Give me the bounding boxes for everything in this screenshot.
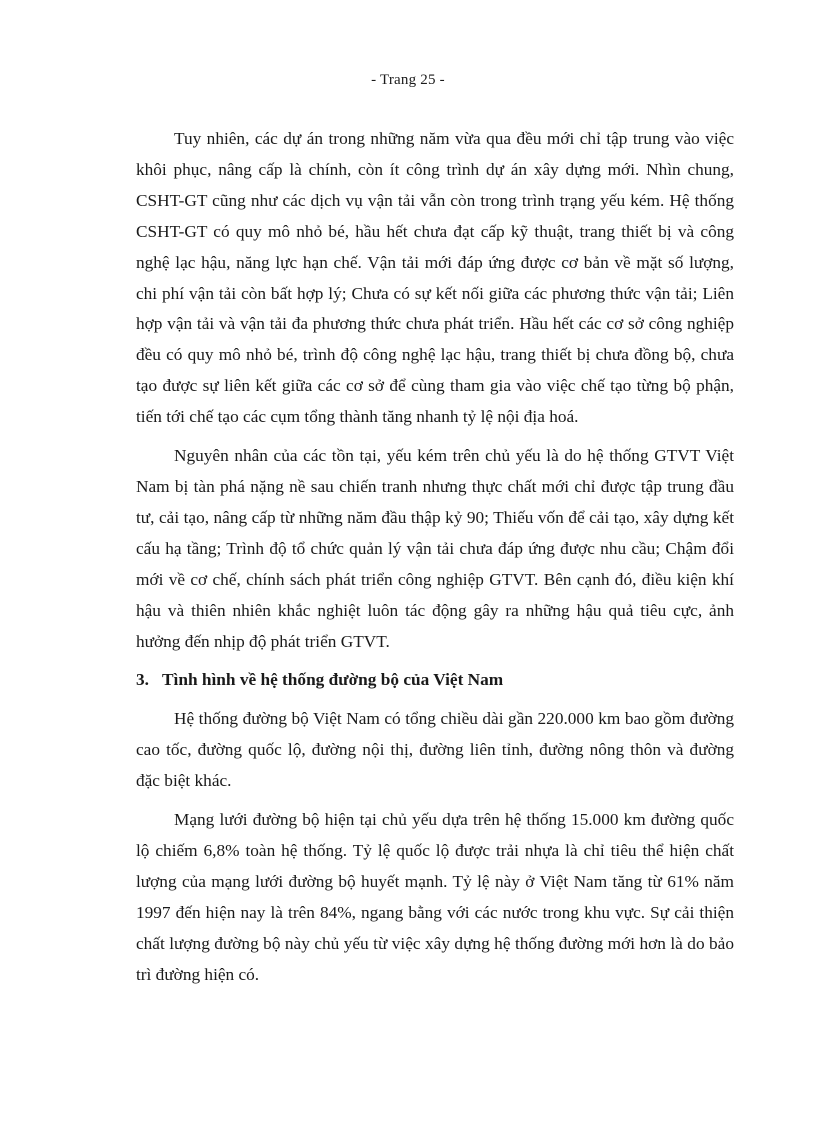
paragraph-road-network-length: Hệ thống đường bộ Việt Nam có tổng chiều dài gần 220.000 km bao gồm đường cao tốc, đường quốc lộ, đường nội thị, đường liên tỉnh, đường nông thôn và đường đặc biệt khác. <box>136 709 734 791</box>
section-title: Tình hình về hệ thống đường bộ của Việt Nam <box>162 670 504 690</box>
section-heading <box>136 665 734 696</box>
paragraph-causes: Nguyên nhân của các tồn tại, yếu kém trên chủ yếu là do hệ thống GTVT Việt Nam bị tàn phá nặng nề sau chiến tranh nhưng thực chất mới chỉ được tập trung đầu tư, cải tạo, nâng cấp từ những năm đầu thập kỷ 90; Thiếu vốn để cải tạo, xây dựng kết cấu hạ tầng; Trình độ tổ chức quản lý vận tải chưa đáp ứng được nhu cầu; Chậm đổi mới về cơ chế, chính sách phát triển công nghiệp GTVT. Bên cạnh đó, điều kiện khí hậu và thiên nhiên khắc nghiệt luôn tác động gây ra những hậu quả tiêu cực, ảnh hưởng đến nhịp độ phát triển GTVT. <box>136 446 734 651</box>
paragraph-infrastructure-status: Tuy nhiên, các dự án trong những năm vừa qua đều mới chỉ tập trung vào việc khôi phục, nâng cấp là chính, còn ít công trình dự án xây dựng mới. Nhìn chung, CSHT-GT cũng như các dịch vụ vận tải vẫn còn trong trình trạng yếu kém. Hệ thống CSHT-GT có quy mô nhỏ bé, hầu hết chưa đạt cấp kỹ thuật, trang thiết bị và công nghệ lạc hậu, năng lực hạn chế. Vận tải mới đáp ứng được cơ bản về mặt số lượng, chi phí vận tải còn bất hợp lý; Chưa có sự kết nối giữa các phương thức vận tải; Liên hợp vận tải và vận tải đa phương thức chưa phát triển. Hầu hết các cơ sở công nghiệp đều có quy mô nhỏ bé, trình độ công nghệ lạc hậu, trang thiết bị chưa đồng bộ, chưa tạo được sự liên kết giữa các cơ sở để cùng tham gia vào việc chế tạo từng bộ phận, tiến tới chế tạo các cụm tổng thành tăng nhanh tỷ lệ nội địa hoá. <box>136 129 734 427</box>
section-number: 3. <box>136 670 149 690</box>
paragraph-road-network-quality: Mạng lưới đường bộ hiện tại chủ yếu dựa trên hệ thống 15.000 km đường quốc lộ chiếm 6,8% toàn hệ thống. Tỷ lệ quốc lộ được trải nhựa là chỉ tiêu thể hiện chất lượng của mạng lưới đường bộ huyết mạnh. Tỷ lệ này ở Việt Nam tăng từ 61% năm 1997 đến hiện nay là trên 84%, ngang bằng với các nước trong khu vực. Sự cải thiện chất lượng đường bộ này chủ yếu từ việc xây dựng hệ thống đường mới hơn là do bảo trì đường hiện có. <box>136 810 734 984</box>
page-number-header: - Trang 25 - <box>371 72 445 88</box>
document-body <box>136 124 734 998</box>
